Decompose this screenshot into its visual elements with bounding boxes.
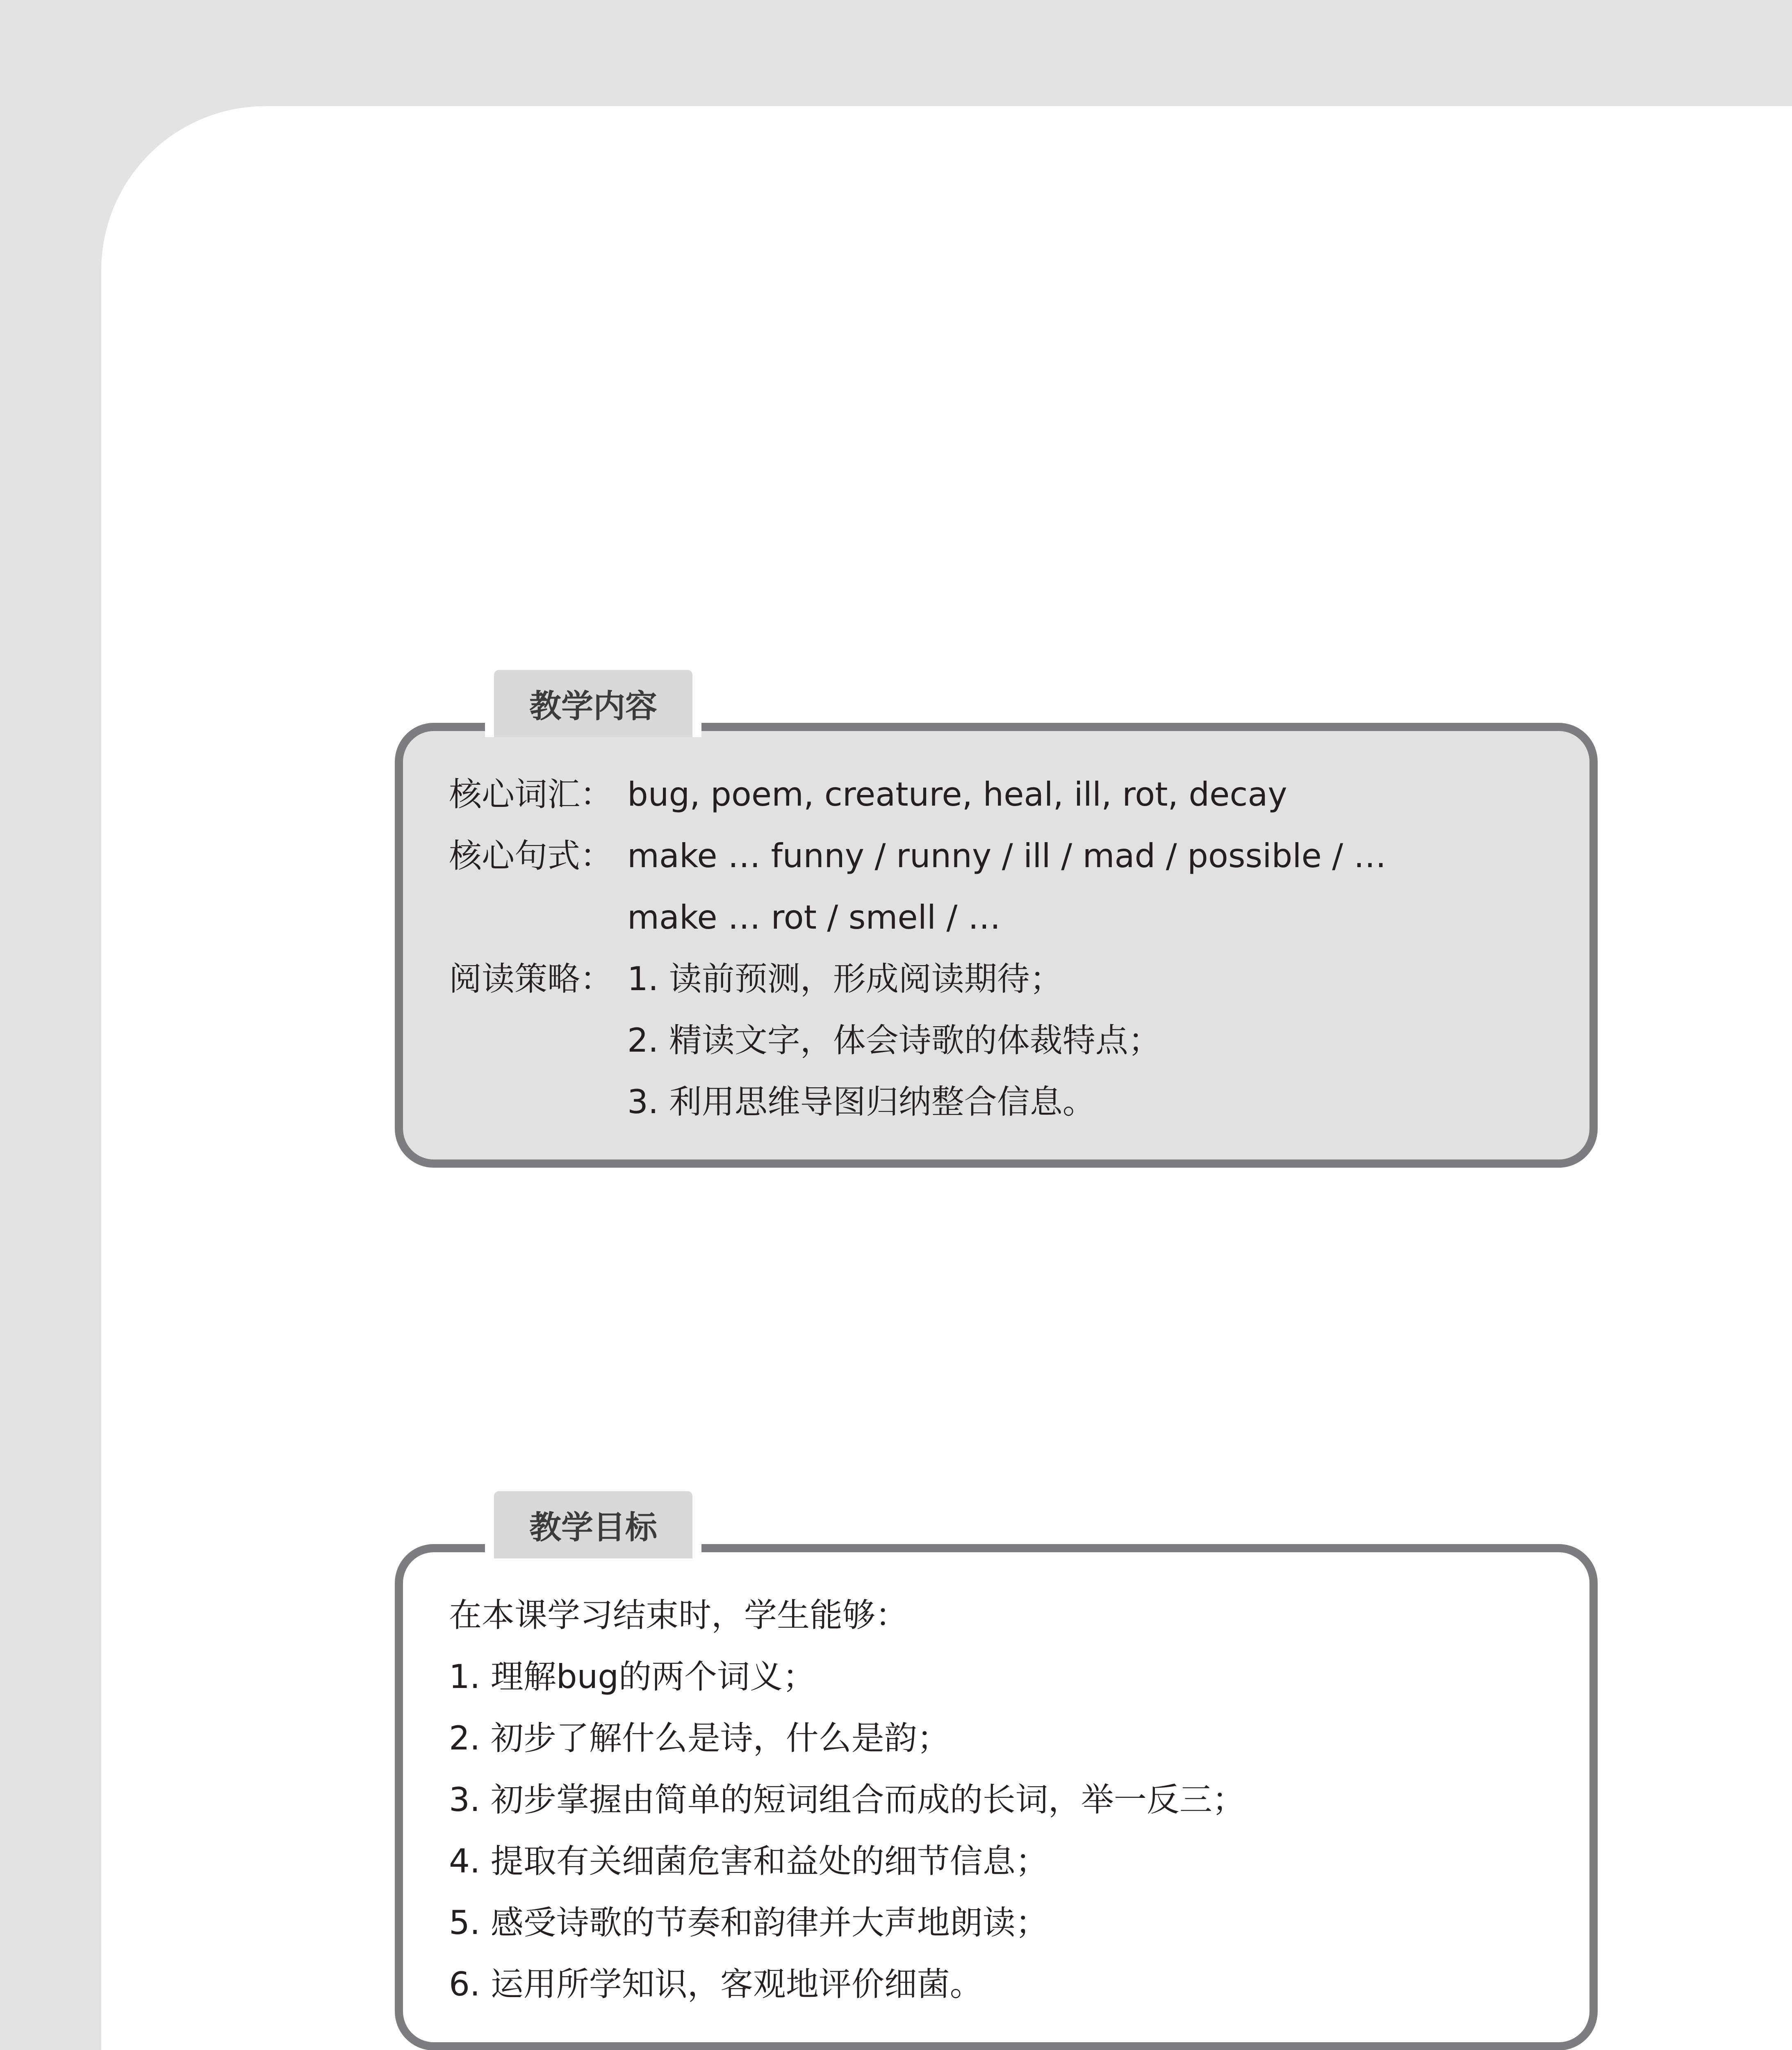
objective-item: 5. 感受诗歌的节奏和韵律并大声地朗读； — [449, 1904, 1048, 1942]
objective-item: 6. 运用所学知识，客观地评价细菌。 — [449, 1965, 983, 2003]
content-text-sentence-1: make … funny / runny / ill / mad / possible / … — [627, 837, 1387, 875]
content-label-sentence: 核心句式： — [449, 837, 613, 875]
objective-item: 4. 提取有关细菌危害和益处的细节信息； — [449, 1842, 1048, 1880]
content-text-strategy-3: 3. 利用思维导图归纳整合信息。 — [627, 1083, 1095, 1121]
content-text-vocab: bug, poem, creature, heal, ill, rot, decay — [627, 775, 1287, 813]
objectives-section-title: 教学目标 — [485, 1482, 701, 1558]
content-text-strategy-2: 2. 精读文字，体会诗歌的体裁特点； — [627, 1021, 1161, 1059]
objectives-intro: 在本课学习结束时，学生能够： — [449, 1596, 908, 1634]
objective-item: 2. 初步了解什么是诗，什么是韵； — [449, 1719, 950, 1757]
content-label-strategy: 阅读策略： — [449, 960, 613, 998]
content-label-vocab: 核心词汇： — [449, 775, 613, 813]
content-text-sentence-2: make … rot / smell / … — [627, 898, 1001, 936]
objective-item: 1. 理解bug的两个词义； — [449, 1658, 816, 1696]
content-text-strategy-1: 1. 读前预测，形成阅读期待； — [627, 960, 1063, 998]
content-section-title: 教学内容 — [485, 661, 701, 737]
objective-item: 3. 初步掌握由简单的短词组合而成的长词，举一反三； — [449, 1781, 1245, 1819]
